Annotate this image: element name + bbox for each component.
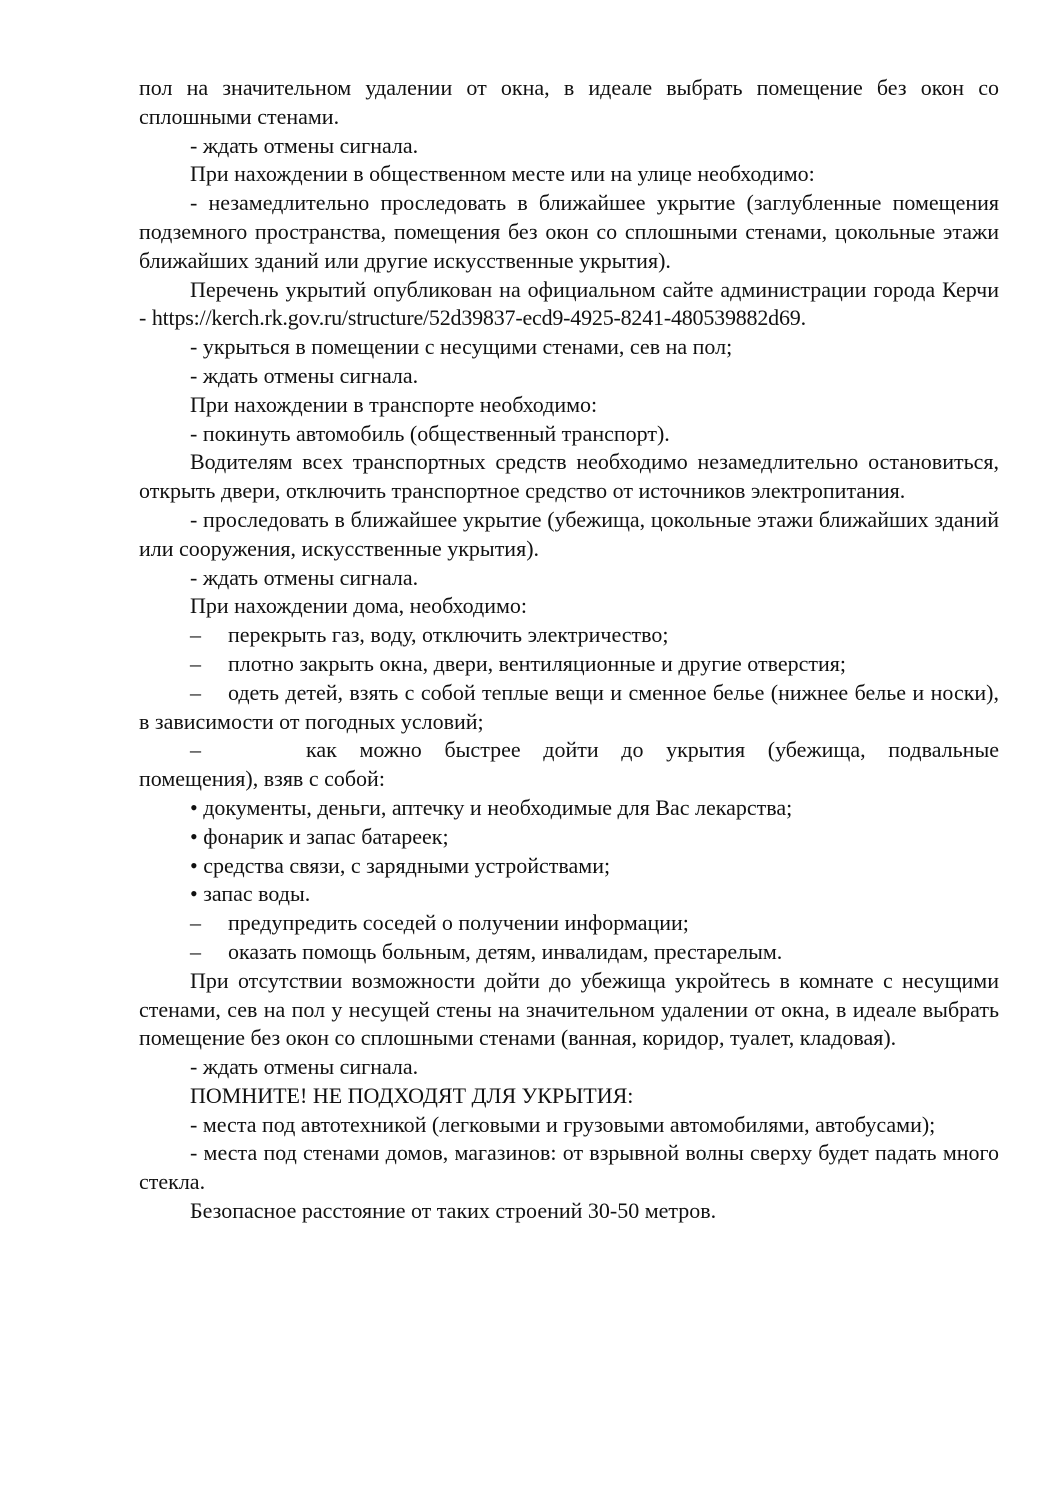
paragraph: При отсутствии возможности дойти до убежища укройтесь в комнате с несущими стенами, сев на пол у несущей стены на значительном удалении от окна, в идеале выбрать помещение без окон со сплошными стенами (ванная, коридор, туалет, кладовая). (139, 967, 999, 1051)
bullet-list-item: • средства связи, с зарядными устройствами; (190, 852, 611, 878)
dash-marker: – (190, 650, 201, 676)
paragraph: При нахождении в транспорте необходимо: (190, 391, 598, 417)
dash-marker: – (190, 679, 201, 705)
paragraph: - проследовать в ближайшее укрытие (убежища, цокольные этажи ближайших зданий или сооружения, искусственные укрытия). (139, 506, 999, 561)
shelter-list-link[interactable]: https://kerch.rk.gov.ru/structure/52d39837-ecd9-4925-8241-480539882d69 (151, 305, 801, 331)
paragraph: При нахождении в общественном месте или на улице необходимо: (190, 161, 815, 187)
paragraph: - места под стенами домов, магазинов: от взрывной волны сверху будет падать много стекла. (139, 1140, 999, 1195)
paragraph-tail: . (800, 305, 807, 331)
paragraph: Безопасное расстояние от таких строений 30-50 метров. (190, 1198, 717, 1224)
paragraph: При нахождении дома, необходимо: (190, 593, 528, 619)
paragraph: - места под автотехникой (легковыми и грузовыми автомобилями, автобусами); (190, 1111, 936, 1137)
paragraph: - покинуть автомобиль (общественный транспорт). (190, 420, 670, 446)
dash-list-item (139, 938, 999, 967)
list-item-text: предупредить соседей о получении информации; (228, 910, 689, 936)
paragraph: - ждать отмены сигнала. (190, 132, 419, 158)
paragraph: - незамедлительно проследовать в ближайшее укрытие (заглубленные помещения подземного пространства, помещения без окон со сплошными стенами, цокольные этажи ближайших зданий или другие искусственные укрытия). (139, 190, 999, 273)
paragraph-text: Перечень укрытий опубликован на официальном сайте администрации города Керчи - (139, 276, 999, 331)
dash-marker: – (190, 622, 201, 648)
list-item-text: оказать помощь больным, детям, инвалидам, престарелым. (228, 938, 783, 964)
list-item-text: перекрыть газ, воду, отключить электричество; (228, 622, 669, 648)
bullet-list-item: • запас воды. (190, 881, 311, 907)
paragraph: Водителям всех транспортных средств необходимо незамедлительно остановиться, открыть двери, отключить транспортное средство от источников электропитания. (139, 449, 999, 504)
bullet-list-item: • документы, деньги, аптечку и необходимые для Вас лекарства; (190, 794, 793, 820)
dash-marker: – (190, 938, 201, 964)
dash-list-item (139, 679, 999, 737)
document-page (139, 74, 999, 1226)
dash-marker: – (190, 910, 201, 936)
paragraph: - ждать отмены сигнала. (190, 1054, 419, 1080)
dash-marker: – (190, 737, 201, 763)
list-item-text: как можно быстрее дойти до укрытия (убежища, подвальные помещения), взяв с собой: (139, 737, 999, 792)
list-item-text: одеть детей, взять с собой теплые вещи и сменное белье (нижнее белье и носки), в зависимости от погодных условий; (139, 679, 999, 734)
paragraph: - ждать отмены сигнала. (190, 564, 419, 590)
dash-list-item (139, 621, 999, 650)
dash-list-item (139, 909, 999, 938)
paragraph-shelter-list (139, 276, 999, 334)
dash-list-item (139, 736, 999, 794)
bullet-list-item: • фонарик и запас батареек; (190, 823, 449, 849)
list-item-text: плотно закрыть окна, двери, вентиляционные и другие отверстия; (228, 650, 847, 676)
dash-list-item (139, 650, 999, 679)
paragraph-warning-heading: ПОМНИТЕ! НЕ ПОДХОДЯТ ДЛЯ УКРЫТИЯ: (190, 1082, 634, 1108)
paragraph: - ждать отмены сигнала. (190, 362, 419, 388)
paragraph: - укрыться в помещении с несущими стенами, сев на пол; (190, 334, 733, 360)
paragraph: пол на значительном удалении от окна, в идеале выбрать помещение без окон со сплошными стенами. (139, 75, 999, 129)
